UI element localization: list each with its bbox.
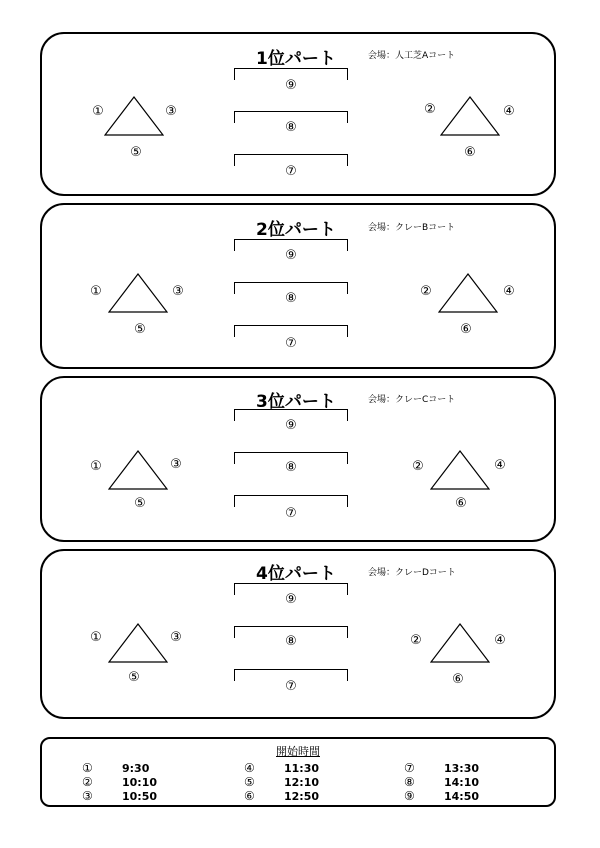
part-title: 2位パート xyxy=(256,220,336,240)
team-number: ③ xyxy=(172,284,184,299)
team-number: ⑤ xyxy=(128,670,140,685)
team-number: ② xyxy=(412,459,424,474)
team-number: ⑥ xyxy=(460,322,472,337)
team-number: ① xyxy=(90,284,102,299)
start-time: 14:10 xyxy=(444,776,480,789)
team-number: ④ xyxy=(503,104,515,119)
team-number: ⑤ xyxy=(134,496,146,511)
team-number: ① xyxy=(90,459,102,474)
venue-label: 会場：クレーBコート xyxy=(368,223,456,233)
start-time: 10:10 xyxy=(122,776,158,789)
match-number: ④ xyxy=(244,761,255,775)
team-number: ③ xyxy=(170,630,182,645)
team-number: ④ xyxy=(494,458,506,473)
team-number: ① xyxy=(92,104,104,119)
venue-label: 会場：クレーCコート xyxy=(368,395,456,405)
start-time: 12:50 xyxy=(284,790,320,803)
match-number: ⑥ xyxy=(244,789,255,803)
right-group-triangle xyxy=(440,96,500,136)
right-group-triangle xyxy=(430,450,490,490)
match-number: ⑧ xyxy=(285,634,297,649)
team-number: ④ xyxy=(503,284,515,299)
right-group-triangle xyxy=(430,623,490,663)
left-group-triangle xyxy=(108,273,168,313)
schedule-title: 開始時間 xyxy=(276,745,320,758)
match-number: ⑧ xyxy=(285,291,297,306)
match-number: ⑤ xyxy=(244,775,255,789)
schedule-entry xyxy=(404,775,479,789)
left-group-triangle xyxy=(108,450,168,490)
match-number: ⑨ xyxy=(285,592,297,607)
schedule-entry xyxy=(244,789,319,803)
match-number: ⑦ xyxy=(285,336,297,351)
match-number: ⑧ xyxy=(285,460,297,475)
team-number: ③ xyxy=(170,457,182,472)
right-group-triangle xyxy=(438,273,498,313)
match-number: ⑨ xyxy=(404,789,415,803)
start-time-schedule xyxy=(40,737,556,807)
part-panel-3 xyxy=(40,376,556,542)
start-time: 11:30 xyxy=(284,762,320,775)
schedule-entry xyxy=(82,789,157,803)
team-number: ③ xyxy=(165,104,177,119)
team-number: ⑤ xyxy=(134,322,146,337)
part-panel-2 xyxy=(40,203,556,369)
match-number: ⑨ xyxy=(285,248,297,263)
left-group-triangle xyxy=(104,96,164,136)
team-number: ④ xyxy=(494,633,506,648)
left-group-triangle xyxy=(108,623,168,663)
part-title: 4位パート xyxy=(256,564,336,584)
part-panel-4 xyxy=(40,549,556,719)
team-number: ⑥ xyxy=(455,496,467,511)
start-time: 9:30 xyxy=(122,762,150,775)
team-number: ② xyxy=(420,284,432,299)
match-number: ⑨ xyxy=(285,418,297,433)
team-number: ⑥ xyxy=(452,672,464,687)
team-number: ⑥ xyxy=(464,145,476,160)
venue-label: 会場：人工芝Aコート xyxy=(368,51,456,61)
start-time: 12:10 xyxy=(284,776,320,789)
start-time: 14:50 xyxy=(444,790,480,803)
schedule-entry xyxy=(244,775,319,789)
match-number: ⑦ xyxy=(404,761,415,775)
match-number: ⑦ xyxy=(285,164,297,179)
schedule-entry xyxy=(404,761,479,775)
match-number: ⑧ xyxy=(404,775,415,789)
match-number: ⑨ xyxy=(285,78,297,93)
team-number: ⑤ xyxy=(130,145,142,160)
part-panel-1 xyxy=(40,32,556,196)
match-number: ② xyxy=(82,775,93,789)
schedule-entry xyxy=(244,761,319,775)
match-number: ⑦ xyxy=(285,506,297,521)
team-number: ② xyxy=(424,102,436,117)
match-number: ③ xyxy=(82,789,93,803)
match-number: ⑦ xyxy=(285,679,297,694)
schedule-entry xyxy=(82,761,149,775)
schedule-entry xyxy=(82,775,157,789)
team-number: ② xyxy=(410,633,422,648)
part-title: 3位パート xyxy=(256,392,336,412)
schedule-entry xyxy=(404,789,479,803)
match-number: ① xyxy=(82,761,93,775)
start-time: 10:50 xyxy=(122,790,158,803)
start-time: 13:30 xyxy=(444,762,480,775)
team-number: ① xyxy=(90,630,102,645)
match-number: ⑧ xyxy=(285,120,297,135)
venue-label: 会場：クレーDコート xyxy=(368,568,456,578)
part-title: 1位パート xyxy=(256,49,336,69)
